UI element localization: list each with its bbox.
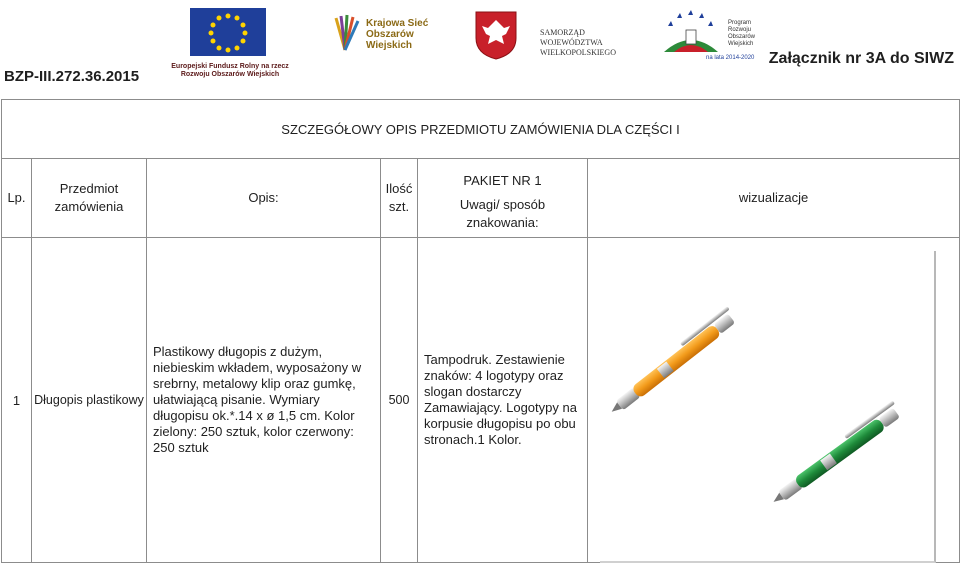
header-qty-line2: szt. <box>388 199 410 214</box>
package-label: PAKIET NR 1 <box>463 173 542 188</box>
eu-fund-line1: Europejski Fundusz Rolny na rzecz <box>171 63 289 70</box>
row-item <box>32 238 147 563</box>
row-viz <box>588 238 960 563</box>
header-item-line1: Przedmiot <box>59 181 119 196</box>
header-desc-label: Opis: <box>248 190 279 205</box>
row-qty <box>381 238 418 563</box>
header-logos <box>0 0 960 98</box>
row-item-value: Długopis plastikowy <box>34 393 144 407</box>
row-qty-value: 500 <box>388 393 410 407</box>
header-lp-label: Lp. <box>7 190 26 205</box>
row-lp <box>2 238 32 563</box>
specification-table <box>1 99 960 563</box>
header-package <box>418 159 588 192</box>
reference-number: BZP-III.272.36.2015 <box>4 68 140 85</box>
eagle-shield-icon <box>474 10 518 60</box>
prow-line2: Rozwoju <box>728 27 752 33</box>
pen-visualization <box>588 239 960 561</box>
header-lp <box>2 159 32 238</box>
prow-line1: Program <box>728 20 752 26</box>
prow-emblem-icon <box>656 8 726 62</box>
eu-flag-logo <box>170 8 290 78</box>
row-desc-value: Plastikowy długopis z dużym, niebieskim wkładem, wyposażony w srebrny, metalowy klip oraz gumkę, ułatwiającą pisanie. Wymiary długopisu ok.*.14 x ø 1,5 cm. Kolor zielony: 250 sztuk, kolor czerwony: 250 sztuk <box>153 344 362 455</box>
header-viz <box>588 159 960 238</box>
samorzad-line1: SAMORZĄD WOJEWÓDZTWA <box>540 28 603 47</box>
header-desc <box>147 159 381 238</box>
row-desc <box>147 238 381 563</box>
ksow-line2: Obszarów Wiejskich <box>366 29 414 51</box>
prow-line3: Obszarów <box>728 34 756 40</box>
flower-icon <box>328 12 362 52</box>
prow-line5: na lata 2014-2020 <box>706 55 755 61</box>
pens-image <box>588 239 960 561</box>
header-item <box>32 159 147 238</box>
coat-of-arms-logo <box>474 10 518 60</box>
ksow-line1: Krajowa Sieć <box>366 18 429 29</box>
prow-line4: Wiejskich <box>728 41 754 47</box>
header-notes-line2: znakowania: <box>466 215 539 230</box>
header-item-line2: zamówienia <box>54 199 124 214</box>
eu-fund-line2: Rozwoju Obszarów Wiejskich <box>180 71 280 78</box>
header-viz-label: wizualizacje <box>738 190 809 205</box>
row-notes <box>418 238 588 563</box>
row-notes-value: Tampodruk. Zestawienie znaków: 4 logotypy oraz slogan dostarczy Zamawiający. Logotypy na korpusie długopisu po obu stronach.1 Kolor. <box>424 352 577 447</box>
samorzad-line2: WIELKOPOLSKIEGO <box>540 48 616 57</box>
row-lp-value: 1 <box>12 392 21 408</box>
prow-logo <box>656 8 766 64</box>
orange-pen-icon <box>604 306 739 417</box>
table-title: SZCZEGÓŁOWY OPIS PRZEDMIOTU ZAMÓWIENIA DLA CZĘŚCI I <box>281 121 680 137</box>
header-qty-line1: Ilość <box>385 181 413 196</box>
samorzad-logo <box>540 28 640 58</box>
eu-flag-icon <box>170 8 290 58</box>
table-row <box>2 238 960 563</box>
header-qty <box>381 159 418 238</box>
header-notes <box>418 191 588 238</box>
ksow-logo <box>328 10 458 60</box>
header-notes-line1: Uwagi/ sposób <box>459 197 546 212</box>
table-title-cell <box>2 100 960 159</box>
green-pen-icon <box>766 400 903 507</box>
annex-title: Załącznik nr 3A do SIWZ <box>768 50 954 67</box>
